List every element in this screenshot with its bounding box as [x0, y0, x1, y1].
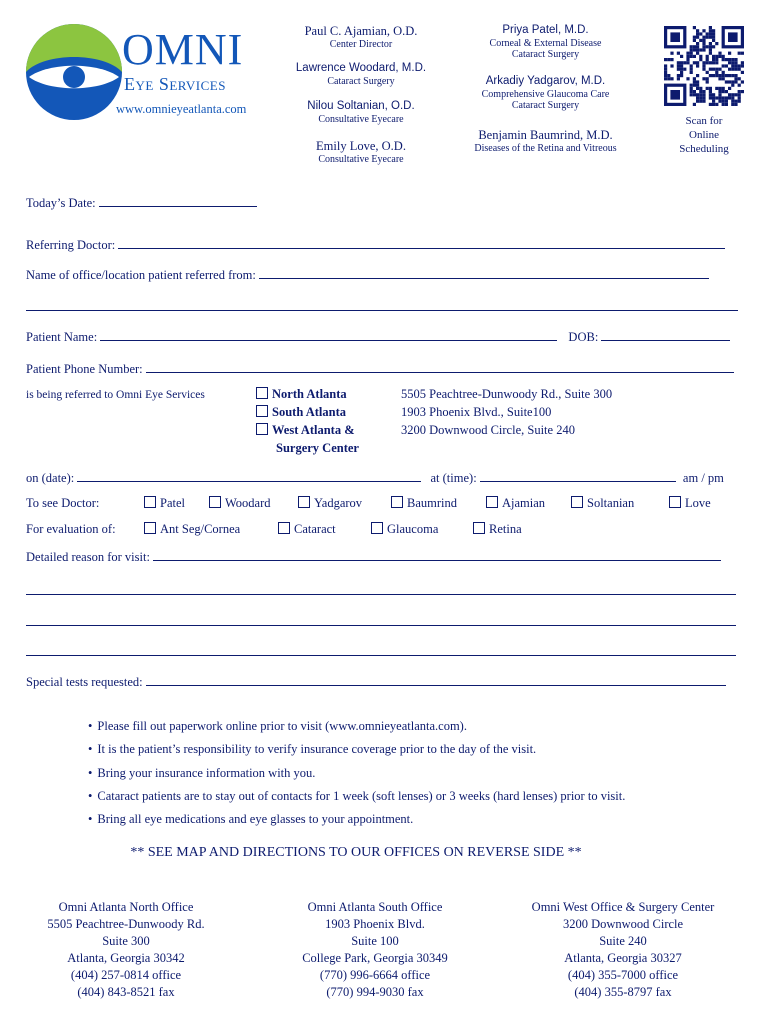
- patient-phone-row: [26, 360, 734, 377]
- dob-field[interactable]: [601, 328, 730, 341]
- doctor-love: Emily Love, O.D. Consultative Eyecare: [316, 139, 406, 165]
- doctor-ajamian: Paul C. Ajamian, O.D. Center Director: [304, 24, 418, 50]
- checkbox[interactable]: [256, 423, 268, 435]
- checkbox[interactable]: [391, 496, 403, 508]
- referred-to-label: is being referred to Omni Eye Services: [26, 389, 205, 401]
- office-location-row: [26, 266, 709, 283]
- eval-cataract[interactable]: Cataract: [278, 522, 336, 537]
- location-north[interactable]: North Atlanta: [256, 387, 347, 402]
- patient-name-field[interactable]: [100, 328, 557, 341]
- on-date-field[interactable]: [77, 469, 421, 482]
- checkbox[interactable]: [144, 522, 156, 534]
- at-time-field[interactable]: [480, 469, 676, 482]
- south-address: 1903 Phoenix Blvd., Suite100: [401, 405, 552, 419]
- referring-doctor-row: [26, 236, 725, 253]
- qr-code-icon: [664, 26, 744, 106]
- referring-doctor-label: Referring Doctor:: [26, 238, 116, 252]
- doctor-patel: Priya Patel, M.D. Corneal & External Disease Cataract Surgery: [489, 24, 602, 61]
- patient-name-row: [26, 328, 730, 345]
- see-ajamian[interactable]: Ajamian: [486, 496, 545, 511]
- bullet-contacts: • Cataract patients are to stay out of contacts for 1 week (soft lenses) or 3 weeks (hard lenses) prior to visit.: [88, 789, 625, 804]
- checkbox[interactable]: [256, 405, 268, 417]
- see-woodard[interactable]: Woodard: [209, 496, 271, 511]
- checkbox[interactable]: [473, 522, 485, 534]
- detailed-reason-row: [26, 548, 721, 565]
- checkbox[interactable]: [209, 496, 221, 508]
- doctor-yadgarov: Arkadiy Yadgarov, M.D. Comprehensive Glaucoma Care Cataract Surgery: [481, 75, 610, 112]
- see-love[interactable]: Love: [669, 496, 711, 511]
- special-tests-field[interactable]: [146, 673, 726, 686]
- surgery-center-label: Surgery Center: [276, 441, 359, 455]
- patient-name-label: Patient Name:: [26, 330, 98, 344]
- patient-phone-field[interactable]: [146, 360, 734, 373]
- checkbox[interactable]: [298, 496, 310, 508]
- office-location-label: Name of office/location patient referred from:: [26, 268, 256, 282]
- am-pm-label: am / pm: [682, 471, 724, 485]
- north-address: 5505 Peachtree-Dunwoody Rd., Suite 300: [401, 387, 613, 401]
- checkbox[interactable]: [256, 387, 268, 399]
- eval-retina[interactable]: Retina: [473, 522, 522, 537]
- brand-subtitle: Eye Services: [124, 74, 226, 94]
- bullet-insurance-info: • Bring your insurance information with you.: [88, 766, 315, 781]
- doctor-soltanian: Nilou Soltanian, O.D. Consultative Eyecare: [307, 100, 415, 125]
- eye-logo-icon: [24, 22, 124, 122]
- bullet-medications: • Bring all eye medications and eye glasses to your appointment.: [88, 812, 413, 827]
- see-soltanian[interactable]: Soltanian: [571, 496, 634, 511]
- brand-name: OMNI: [122, 25, 244, 74]
- detailed-reason-label: Detailed reason for visit:: [26, 550, 150, 564]
- see-patel[interactable]: Patel: [144, 496, 185, 511]
- special-tests-row: [26, 673, 726, 690]
- qr-code[interactable]: [664, 26, 744, 106]
- checkbox[interactable]: [278, 522, 290, 534]
- reverse-side-notice: ** SEE MAP AND DIRECTIONS TO OUR OFFICES ON REVERSE SIDE **: [130, 845, 582, 860]
- dob-label: DOB:: [568, 330, 599, 344]
- location-south[interactable]: South Atlanta: [256, 405, 346, 420]
- doctor-baumrind: Benjamin Baumrind, M.D. Diseases of the Retina and Vitreous: [474, 128, 617, 154]
- checkbox[interactable]: [571, 496, 583, 508]
- omni-logo: [24, 22, 284, 126]
- detailed-reason-line-3[interactable]: [26, 625, 736, 626]
- at-time-label: at (time):: [430, 471, 477, 485]
- location-west[interactable]: West Atlanta &: [256, 423, 355, 438]
- office-west: Omni West Office & Surgery Center 3200 Downwood Circle Suite 240 Atlanta, Georgia 30327 (404) 355-7000 office (404) 355-8797 fax: [531, 900, 715, 999]
- office-north: Omni Atlanta North Office 5505 Peachtree-Dunwoody Rd. Suite 300 Atlanta, Georgia 30342 (404) 257-0814 office (404) 843-8521 fax: [47, 900, 205, 999]
- patient-phone-label: Patient Phone Number:: [26, 362, 143, 376]
- special-tests-label: Special tests requested:: [26, 675, 143, 689]
- referring-doctor-field[interactable]: [118, 236, 725, 249]
- qr-caption: Scan for Online Scheduling: [679, 115, 729, 155]
- appointment-row: [26, 469, 724, 486]
- doctor-woodard: Lawrence Woodard, M.D. Cataract Surgery: [295, 62, 427, 87]
- checkbox[interactable]: [144, 496, 156, 508]
- see-yadgarov[interactable]: Yadgarov: [298, 496, 362, 511]
- detailed-reason-line-2[interactable]: [26, 594, 736, 595]
- to-see-label: To see Doctor:: [26, 496, 100, 510]
- on-date-label: on (date):: [26, 471, 75, 485]
- evaluation-label: For evaluation of:: [26, 522, 116, 536]
- detailed-reason-field[interactable]: [153, 548, 721, 561]
- todays-date-label: Today’s Date:: [26, 196, 96, 210]
- eval-glaucoma[interactable]: Glaucoma: [371, 522, 438, 537]
- see-baumrind[interactable]: Baumrind: [391, 496, 457, 511]
- office-location-field[interactable]: [259, 266, 709, 279]
- eval-ant-seg[interactable]: Ant Seg/Cornea: [144, 522, 240, 537]
- bullet-insurance-verify: • It is the patient’s responsibility to verify insurance coverage prior to the day of the visit.: [88, 742, 536, 757]
- bullet-paperwork: • Please fill out paperwork online prior to visit (www.omnieyeatlanta.com).: [88, 719, 467, 734]
- website-url[interactable]: www.omnieyeatlanta.com: [116, 102, 247, 116]
- checkbox[interactable]: [486, 496, 498, 508]
- checkbox[interactable]: [371, 522, 383, 534]
- west-address: 3200 Downwood Circle, Suite 240: [401, 423, 575, 437]
- checkbox[interactable]: [669, 496, 681, 508]
- todays-date-field[interactable]: [99, 194, 257, 207]
- office-south: Omni Atlanta South Office 1903 Phoenix Blvd. Suite 100 College Park, Georgia 30349 (770) 996-6664 office (770) 994-9030 fax: [302, 900, 448, 999]
- office-location-field-2[interactable]: [26, 310, 738, 311]
- todays-date-row: [26, 194, 257, 211]
- detailed-reason-line-4[interactable]: [26, 655, 736, 656]
